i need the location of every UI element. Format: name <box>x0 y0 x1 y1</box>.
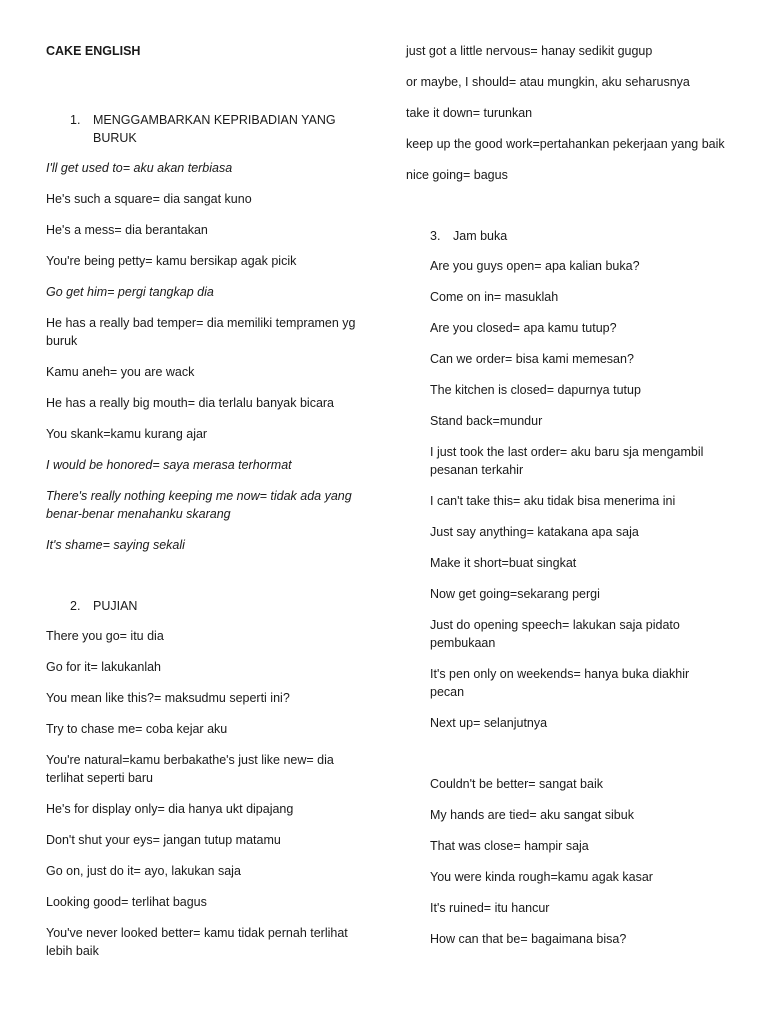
section-3-heading <box>406 227 726 245</box>
section-1-item: I would be honored= saya merasa terhormat <box>46 458 292 472</box>
section-1-item: He's such a square= dia sangat kuno <box>46 192 252 206</box>
section-1-list <box>46 159 364 554</box>
section-2-item: Go on, just do it= ayo, lakukan saja <box>46 864 241 878</box>
section-1-number: 1. <box>70 113 81 127</box>
section-2-item: He's for display only= dia hanya ukt dipajang <box>46 802 294 816</box>
section-2-item: You mean like this?= maksudmu seperti ini? <box>46 691 290 705</box>
section-3-item: Are you guys open= apa kalian buka? <box>430 259 640 273</box>
section-3-list <box>406 257 726 732</box>
section-1-title: MENGGAMBARKAN KEPRIBADIAN YANG BURUK <box>93 113 336 145</box>
section-3-item: Come on in= masuklah <box>430 290 559 304</box>
right-bottom-item: It's ruined= itu hancur <box>430 901 550 915</box>
section-1-item: He has a really big mouth= dia terlalu banyak bicara <box>46 396 335 410</box>
right-top-item: nice going= bagus <box>406 168 508 182</box>
section-3-number: 3. <box>430 229 441 243</box>
section-2-heading <box>46 597 364 615</box>
section-1-heading <box>46 111 364 147</box>
section-3-title: Jam buka <box>453 229 508 243</box>
right-bottom-item: Couldn't be better= sangat baik <box>430 777 603 791</box>
section-2-title: PUJIAN <box>93 599 138 613</box>
section-3-item: Now get going=sekarang pergi <box>430 587 600 601</box>
section-1-item: Go get him= pergi tangkap dia <box>46 285 214 299</box>
section-1-item: Kamu aneh= you are wack <box>46 365 195 379</box>
section-1-item: He has a really bad temper= dia memiliki tempramen yg buruk <box>46 316 356 348</box>
right-top-list <box>406 42 726 184</box>
right-column <box>406 42 726 961</box>
section-3-item: The kitchen is closed= dapurnya tutup <box>430 383 641 397</box>
right-bottom-item: That was close= hampir saja <box>430 839 589 853</box>
right-bottom-item: You were kinda rough=kamu agak kasar <box>430 870 653 884</box>
section-2-item: Don't shut your eys= jangan tutup matamu <box>46 833 281 847</box>
section-1-item: There's really nothing keeping me now= tidak ada yang benar-benar menahanku skarang <box>46 489 352 521</box>
section-3-item: I just took the last order= aku baru sja mengambil pesanan terkahir <box>430 445 704 477</box>
section-3-item: I can't take this= aku tidak bisa menerima ini <box>430 494 676 508</box>
section-2-item: You're natural=kamu berbakathe's just like new= dia terlihat seperti baru <box>46 753 334 785</box>
left-column <box>46 42 364 973</box>
section-2-item: There you go= itu dia <box>46 629 164 643</box>
section-3-item: Make it short=buat singkat <box>430 556 577 570</box>
right-bottom-item: My hands are tied= aku sangat sibuk <box>430 808 634 822</box>
section-3-item: Are you closed= apa kamu tutup? <box>430 321 617 335</box>
section-3-item: Stand back=mundur <box>430 414 543 428</box>
section-1-item: He's a mess= dia berantakan <box>46 223 208 237</box>
section-2-item: You've never looked better= kamu tidak pernah terlihat lebih baik <box>46 926 348 958</box>
section-1-item: You're being petty= kamu bersikap agak picik <box>46 254 297 268</box>
section-3-item: Just say anything= katakana apa saja <box>430 525 639 539</box>
section-2-number: 2. <box>70 599 81 613</box>
section-1-item: You skank=kamu kurang ajar <box>46 427 208 441</box>
document-title: CAKE ENGLISH <box>46 44 141 58</box>
right-top-item: or maybe, I should= atau mungkin, aku seharusnya <box>406 75 690 89</box>
right-top-item: keep up the good work=pertahankan pekerjaan yang baik <box>406 137 725 151</box>
section-3-item: It's pen only on weekends= hanya buka diakhir pecan <box>430 667 690 699</box>
section-1-item: It's shame= saying sekali <box>46 538 185 552</box>
section-3-item: Just do opening speech= lakukan saja pidato pembukaan <box>430 618 680 650</box>
right-top-item: just got a little nervous= hanay sedikit gugup <box>406 44 653 58</box>
right-top-item: take it down= turunkan <box>406 106 533 120</box>
section-2-item: Try to chase me= coba kejar aku <box>46 722 228 736</box>
section-2-item: Go for it= lakukanlah <box>46 660 161 674</box>
section-3-item: Next up= selanjutnya <box>430 716 548 730</box>
section-2-item: Looking good= terlihat bagus <box>46 895 207 909</box>
section-2-list <box>46 627 364 960</box>
right-bottom-list <box>406 775 726 948</box>
section-3-item: Can we order= bisa kami memesan? <box>430 352 634 366</box>
section-1-item: I'll get used to= aku akan terbiasa <box>46 161 233 175</box>
right-bottom-item: How can that be= bagaimana bisa? <box>430 932 627 946</box>
